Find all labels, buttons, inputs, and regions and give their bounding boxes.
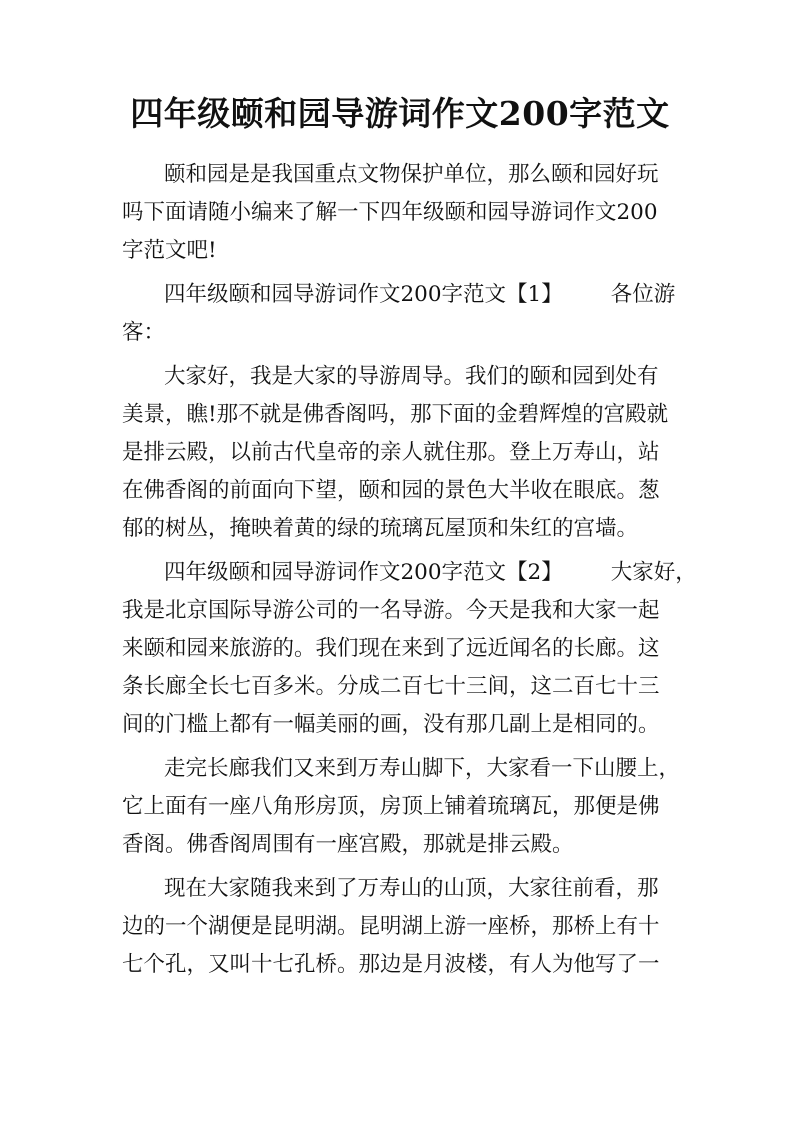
document-body [122,156,697,984]
text-line: 郁的树丛，掩映着黄的绿的琉璃瓦屋顶和朱红的宫墙。 [122,516,639,541]
text-line: 在佛香阁的前面向下望，颐和园的景色大半收在眼底。葱 [122,478,660,503]
heading-tail: 大家好， [610,560,697,585]
text-line: 边的一个湖便是昆明湖。昆明湖上游一座桥，那桥上有十 [122,914,660,939]
text-line: 走完长廊我们又来到万寿山脚下，大家看一下山腰上， [164,756,681,781]
section-heading: 四年级颐和园导游词作文200字范文【2】 [164,560,563,585]
text-line: 条长廊全长七百多米。分成二百七十三间，这二百七十三 [122,674,660,699]
text-line: 字范文吧! [122,238,217,263]
text-line: 我是北京国际导游公司的一名导游。今天是我和大家一起 [122,598,660,623]
text-line: 现在大家随我来到了万寿山的山顶，大家往前看，那 [164,876,659,901]
document-title: 四年级颐和园导游词作文200字范文 [130,94,670,133]
paragraph-section-2 [122,554,697,744]
text-line: 客： [122,320,166,345]
paragraph-section-2-p3 [122,870,682,984]
paragraph-section-1-body [122,358,682,548]
text-line: 颐和园是是我国重点文物保护单位，那么颐和园好玩 [164,162,659,187]
text-line: 间的门槛上都有一幅美丽的画，没有那几副上是相同的。 [122,712,660,737]
paragraph-section-2-p2 [122,750,682,864]
text-line: 大家好，我是大家的导游周导。我们的颐和园到处有 [164,364,659,389]
text-line: 香阁。佛香阁周围有一座宫殿，那就是排云殿。 [122,832,574,857]
heading-tail: 各位游 [610,282,676,307]
paragraph-intro [122,156,682,270]
text-line: 美景，瞧!那不就是佛香阁吗，那下面的金碧辉煌的宫殿就 [122,402,669,427]
text-line: 吗下面请随小编来了解一下四年级颐和园导游词作文200 [122,200,658,225]
text-line: 它上面有一座八角形房顶，房顶上铺着琉璃瓦，那便是佛 [122,794,660,819]
text-line: 七个孔，又叫十七孔桥。那边是月波楼，有人为他写了一 [122,952,660,977]
section-heading: 四年级颐和园导游词作文200字范文【1】 [164,282,563,307]
paragraph-section-1-heading [122,276,682,352]
section-heading-line [122,276,682,314]
text-line: 是排云殿，以前古代皇帝的亲人就住那。登上万寿山，站 [122,440,660,465]
section-heading-line [122,554,697,592]
text-line: 来颐和园来旅游的。我们现在来到了远近闻名的长廊。这 [122,636,660,661]
